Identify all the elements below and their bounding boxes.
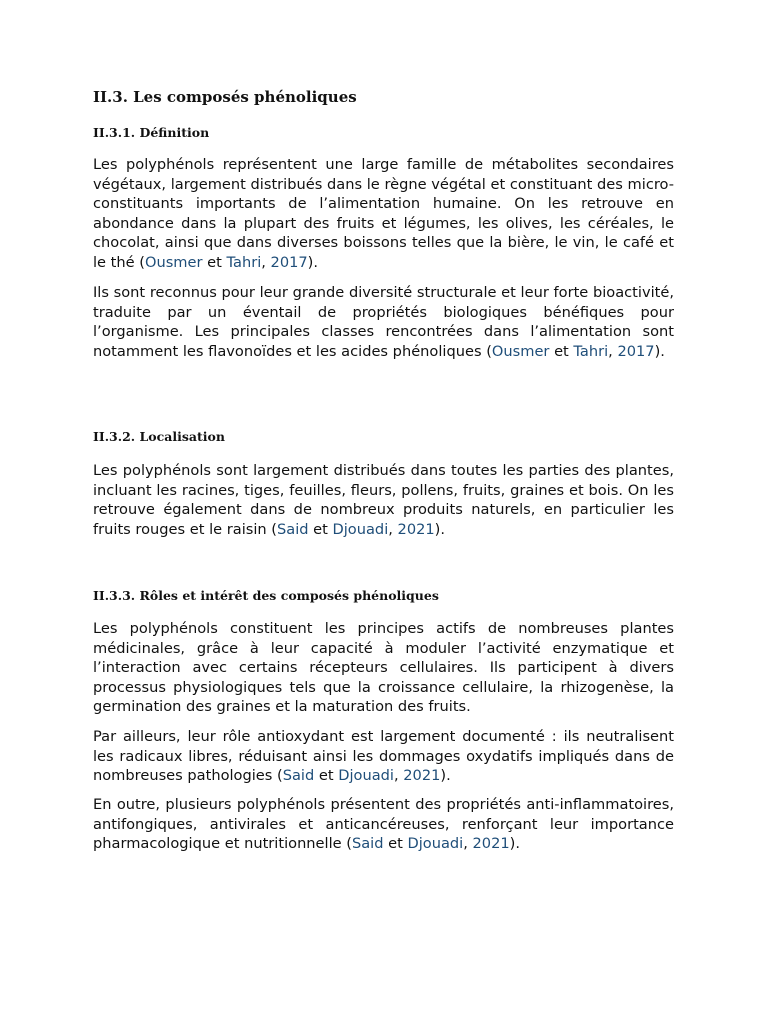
paragraph-definition-2: Ils sont reconnus pour leur grande diversité structurale et leur forte bioactivité, traduite par un éventail de propriétés biologiques bénéfiques pour l’organisme. Les principales classes rencontrées dans l’alimentation sont notamment les flavonoïdes et les acides phénoliques (Ousmer et Tahri, 2017). [93,284,674,360]
paragraph-definition-1: Les polyphénols représentent une large famille de métabolites secondaires végétaux, largement distribués dans le règne végétal et constituant des micro-constituants importants de l’alimentation humaine. On les retrouve en abondance dans la plupart des fruits et légumes, les olives, les céréales, le chocolat, ainsi que dans diverses boissons telles que la bière, le vin, le café et le thé (Ousmer et Tahri, 2017). [93,156,674,271]
citation-author-link[interactable]: Tahri [573,342,609,360]
citation-author-link[interactable]: Tahri [226,253,262,271]
citation-year-link[interactable]: 2017 [617,342,655,360]
paragraph-roles-1: Les polyphénols constituent les principes actifs de nombreuses plantes médicinales, grâce à leur capacité à moduler l’activité enzymatique et l’interaction avec certains récepteurs cellulaires. Ils participent à divers processus physiologiques tels que la croissance cellulaire, la rhizogenèse, la germination des graines et la maturation des fruits. [93,620,674,716]
citation-author-link[interactable]: Djouadi [407,835,464,853]
subsection-heading-roles: II.3.3. Rôles et intérêt des composés phénoliques [93,588,439,603]
citation-author-link[interactable]: Djouadi [338,767,394,785]
citation-author-link[interactable]: Ousmer [491,342,550,360]
section-heading: II.3. Les composés phénoliques [93,88,357,106]
paragraph-localisation: Les polyphénols sont largement distribués dans toutes les parties des plantes, incluant les racines, tiges, feuilles, fleurs, pollens, fruits, graines et bois. On les retrouve également dans de nombreux produits naturels, en particulier les fruits rouges et le raisin (Said et Djouadi, 2021). [93,462,674,538]
subsection-heading-definition: II.3.1. Définition [93,125,210,140]
citation-author-link[interactable]: Djouadi [332,520,389,538]
citation-author-link[interactable]: Said [277,520,309,538]
citation-year-link[interactable]: 2021 [403,767,441,785]
citation-author-link[interactable]: Ousmer [144,253,203,271]
citation-year-link[interactable]: 2021 [397,520,435,538]
citation-year-link[interactable]: 2017 [270,253,308,271]
citation-author-link[interactable]: Said [351,835,384,853]
citation-year-link[interactable]: 2021 [472,835,510,853]
citation-author-link[interactable]: Said [282,767,315,785]
subsection-heading-localisation: II.3.2. Localisation [93,429,225,444]
paragraph-roles-3: En outre, plusieurs polyphénols présentent des propriétés anti-inflammatoires, antifongiques, antivirales et anticancéreuses, renforçant leur importance pharmacologique et nutritionnelle (Said et Djouadi, 2021). [93,796,674,853]
paragraph-roles-2: Par ailleurs, leur rôle antioxydant est largement documenté : ils neutralisent les radicaux libres, réduisant ainsi les dommages oxydatifs impliqués dans de nombreuses pathologies (Said et Djouadi, 2021). [93,728,674,785]
